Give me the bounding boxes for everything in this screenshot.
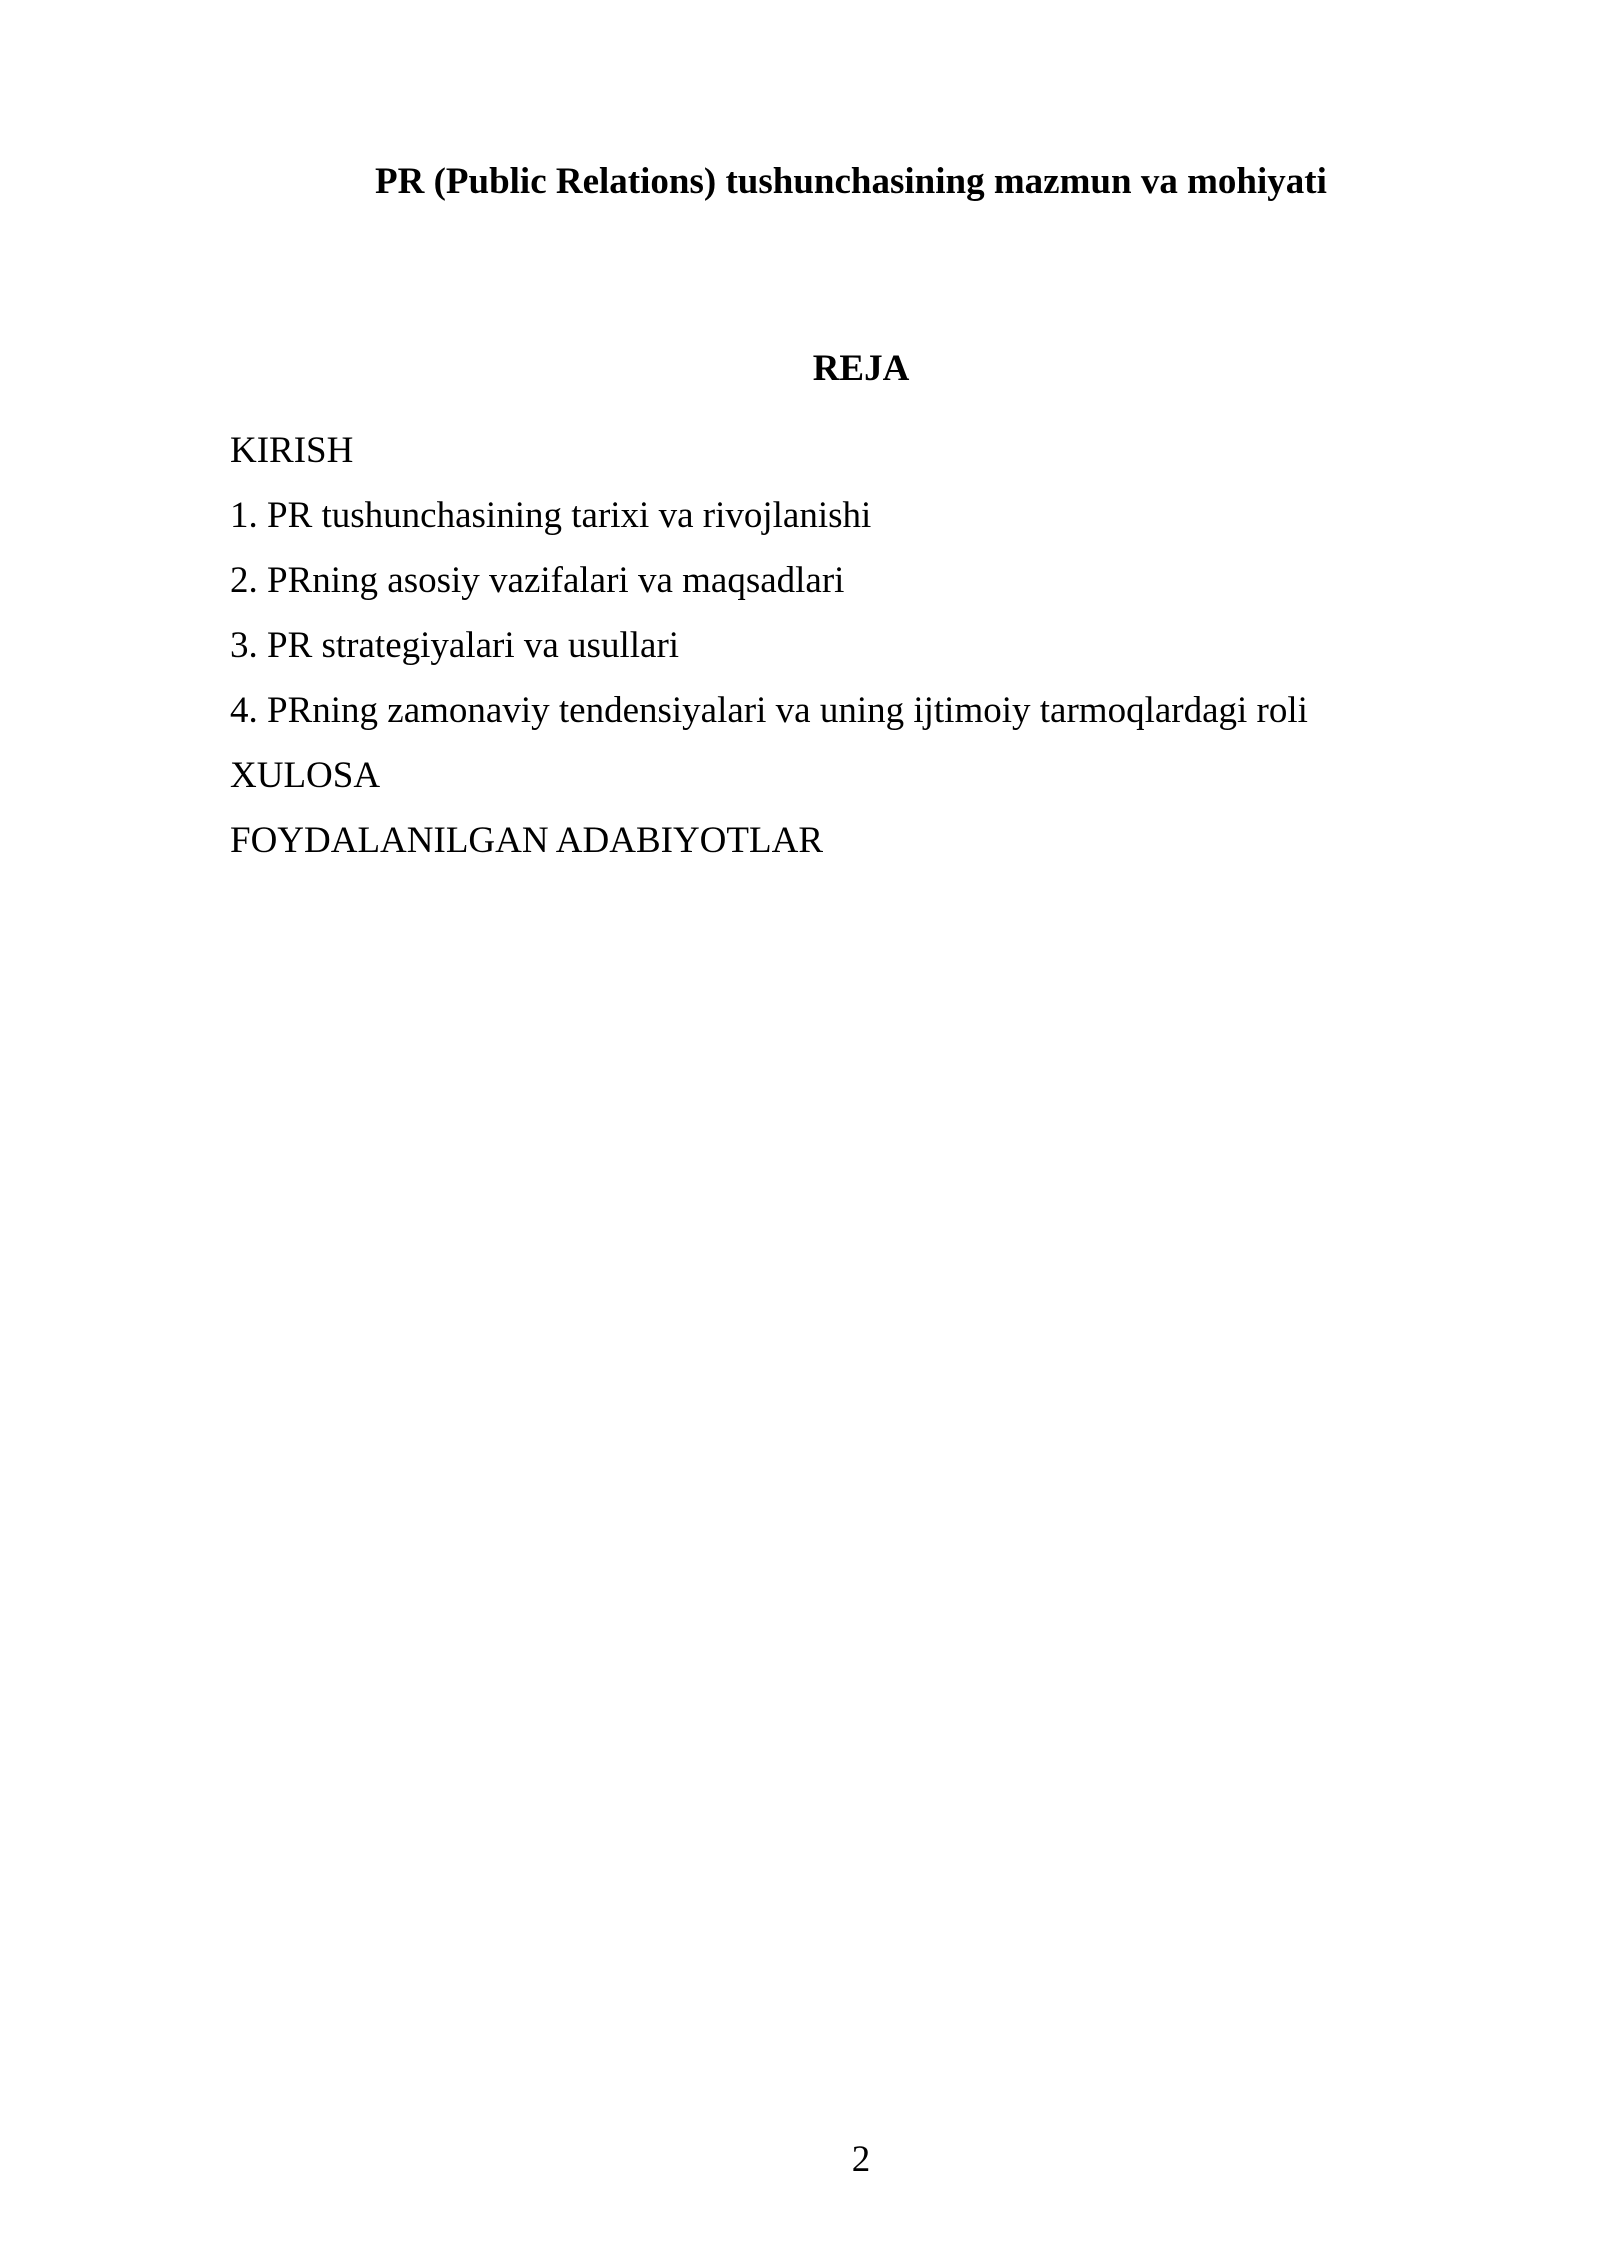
- plan-heading: REJA: [812, 348, 910, 389]
- plan-list: [230, 418, 1308, 873]
- plan-item-introduction: KIRISH: [230, 430, 354, 471]
- page-number: 2: [851, 2139, 871, 2180]
- plan-item-3: 3. PR strategiyalari va usullari: [230, 625, 680, 666]
- document-title: PR (Public Relations) tushunchasining mazmun va mohiyati: [375, 161, 1327, 202]
- plan-item-2: 2. PRning asosiy vazifalari va maqsadlari: [230, 560, 845, 601]
- plan-item-1: 1. PR tushunchasining tarixi va rivojlanishi: [230, 495, 872, 536]
- plan-item-4: 4. PRning zamonaviy tendensiyalari va uning ijtimoiy tarmoqlardagi roli: [230, 690, 1308, 731]
- plan-item-conclusion: XULOSA: [230, 755, 381, 796]
- plan-item-references: FOYDALANILGAN ADABIYOTLAR: [230, 820, 823, 861]
